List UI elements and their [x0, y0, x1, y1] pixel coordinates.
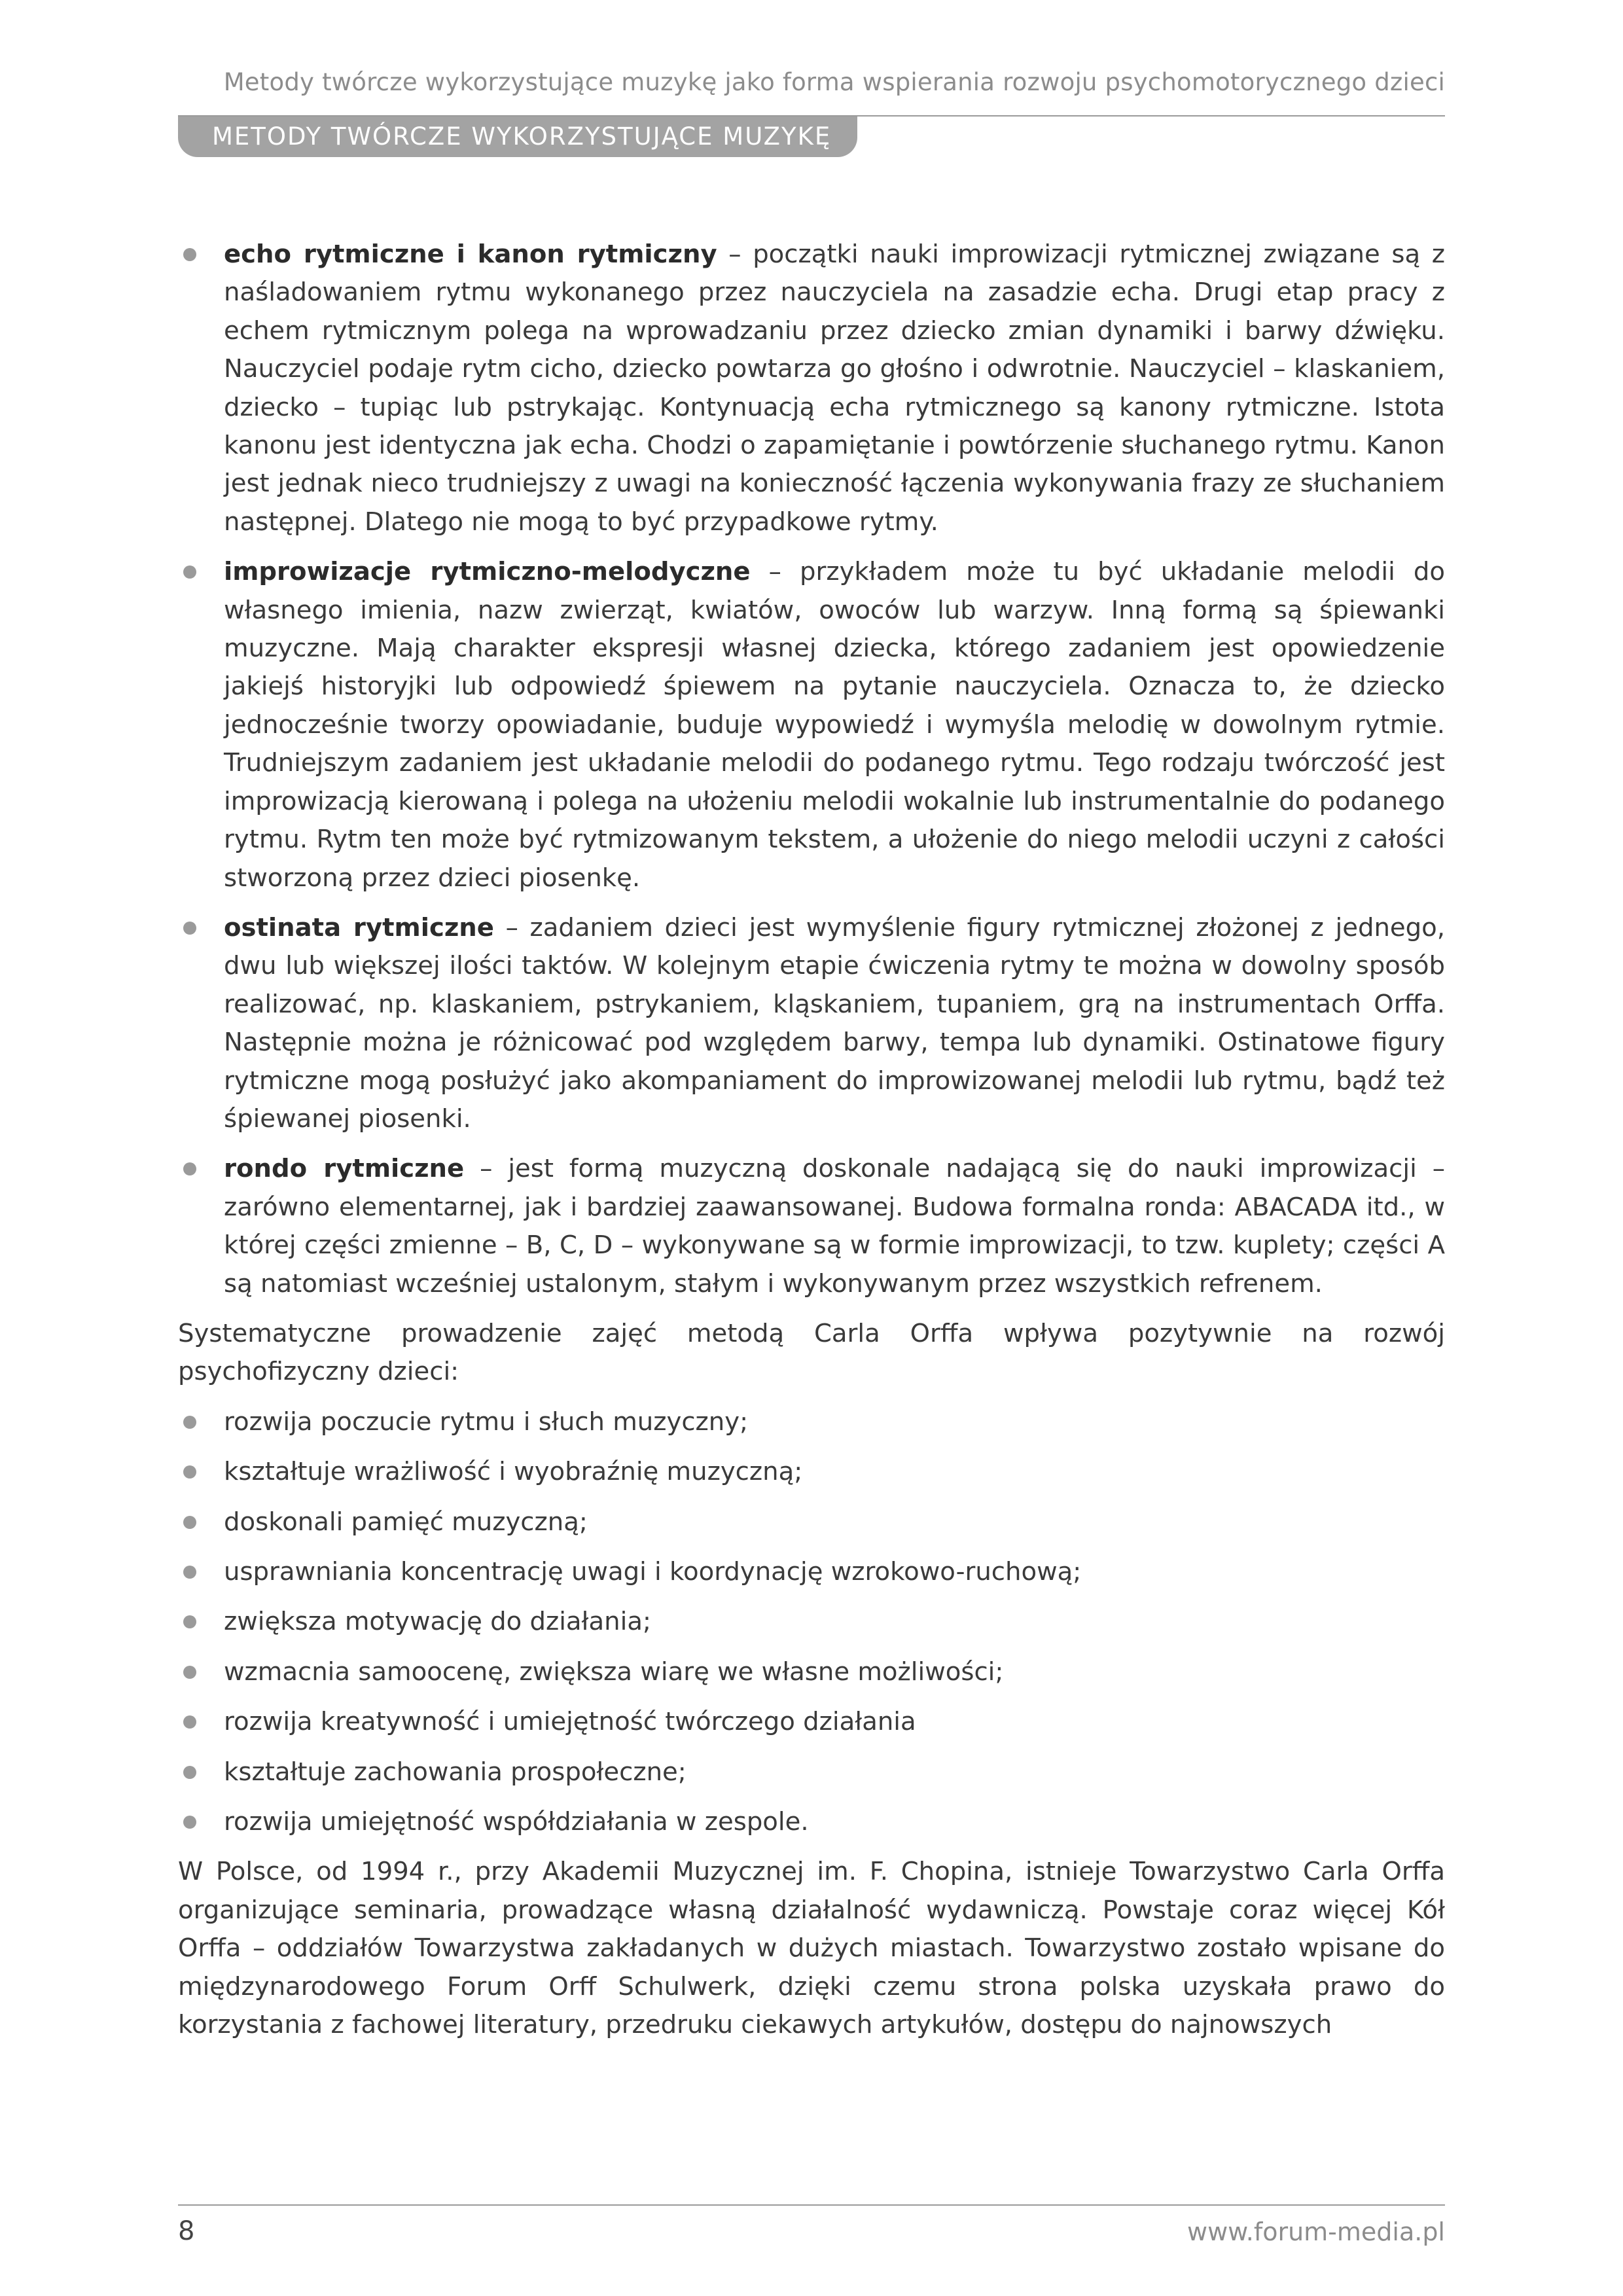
page-number: 8 [178, 2216, 195, 2246]
term-description: – zadaniem dzieci jest wymyślenie figury rytmicznej złożonej z jednego, dwu lub większej ilości taktów. W kolejnym etapie ćwiczenia rytmy te można w dowolny sposób realizować, np. klaskaniem, pstrykaniem, kląskaniem, tupaniem, grą na instrumentach Orffa. Następnie można je różnicować pod względem barwy, tempa lub dynamiki. Ostinatowe figury rytmiczne mogą posłużyć jako akompaniament do improwizowanej melodii lub rytmu, bądź też śpiewanej piosenki. [224, 912, 1445, 1134]
term-label: rondo rytmiczne [224, 1154, 465, 1184]
benefit-text: doskonali pamięć muzyczną; [224, 1507, 588, 1537]
benefits-list [178, 1403, 1445, 1842]
term-label: ostinata rytmiczne [224, 912, 494, 942]
bullet-icon [183, 1416, 196, 1429]
chapter-tab: METODY TWÓRCZE WYKORZYSTUJĄCE MUZYKĘ [178, 117, 857, 157]
term-label: improwizacje rytmiczno-melodyczne [224, 557, 751, 587]
term-label: echo rytmiczne i kanon rytmiczny [224, 240, 717, 269]
list-item [178, 1553, 1445, 1591]
benefit-text: kształtuje zachowania prospołeczne; [224, 1757, 687, 1787]
running-title: Metody twórcze wykorzystujące muzykę jako forma wspierania rozwoju psychomotorycznego dzieci [223, 68, 1445, 96]
bullet-icon [183, 1465, 196, 1479]
list-item [178, 909, 1445, 1138]
list-item [178, 1603, 1445, 1641]
footer-url: www.forum-media.pl [1186, 2217, 1445, 2246]
footer-divider [178, 2204, 1445, 2206]
bullet-icon [183, 1516, 196, 1529]
benefit-text: wzmacnia samoocenę, zwiększa wiarę we własne możliwości; [224, 1657, 1004, 1687]
benefit-text: rozwija kreatywność i umiejętność twórczego działania [224, 1707, 916, 1737]
bullet-icon [183, 248, 196, 261]
list-item [178, 1503, 1445, 1541]
term-description: – jest formą muzyczną doskonale nadającą się do nauki improwizacji – zarówno elementarnej, jak i bardziej zaawansowanej. Budowa formalna ronda: ABACADA itd., w której części zmienne – B, C, D – wykonywane są w formie improwizacji, to tzw. kuplety; części A są natomiast wcześniej ustalonym, stałym i wykonywanym przez wszystkich refrenem. [224, 1154, 1445, 1299]
bullet-icon [183, 1715, 196, 1729]
list-item [178, 1753, 1445, 1791]
bullet-icon [183, 1816, 196, 1829]
bullet-icon [183, 565, 196, 579]
list-item [178, 1403, 1445, 1441]
list-item [178, 553, 1445, 897]
bullet-icon [183, 922, 196, 935]
list-item [178, 1150, 1445, 1303]
terms-list [178, 236, 1445, 1303]
bullet-icon [183, 1766, 196, 1779]
list-item [178, 1703, 1445, 1741]
list-item [178, 1453, 1445, 1491]
term-description: – przykładem może tu być układanie melodii do własnego imienia, nazw zwierząt, kwiatów, owoców lub warzyw. Inną formą są śpiewanki muzyczne. Mają charakter ekspresji własnej dziecka, którego zadaniem jest opowiedzenie jakiejś historyjki lub odpowiedź śpiewem na pytanie nauczyciela. Oznacza to, że dziecko jednocześnie tworzy opowiadanie, buduje wypowiedź i wymyśla melodię w dowolnym rytmie. Trudniejszym zadaniem jest układanie melodii do podanego rytmu. Tego rodzaju twórczość jest improwizacją kierowaną i polega na ułożeniu melodii wokalnie lub instrumentalnie do podanego rytmu. Rytm ten może być rytmizowanym tekstem, a ułożenie do niego melodii uczyni z całości stworzoną przez dzieci piosenkę. [224, 557, 1445, 893]
closing-paragraph: W Polsce, od 1994 r., przy Akademii Muzycznej im. F. Chopina, istnieje Towarzystwo Carla Orffa organizujące seminaria, prowadzące własną działalność wydawniczą. Powstaje coraz więcej Kół Orffa – oddziałów Towarzystwa zakładanych w dużych miastach. Towarzystwo zostało wpisane do międzynarodowego Forum Orff Schulwerk, dzięki czemu strona polska uzyskała prawo do korzystania z fachowej literatury, przedruku ciekawych artykułów, dostępu do najnowszych [178, 1857, 1445, 2040]
page-content [178, 236, 1445, 2056]
bullet-icon [183, 1566, 196, 1579]
bullet-icon [183, 1615, 196, 1628]
intro-paragraph: Systematyczne prowadzenie zajęć metodą Carla Orffa wpływa pozytywnie na rozwój psychofizyczny dzieci: [178, 1318, 1445, 1387]
list-item [178, 1803, 1445, 1841]
bullet-icon [183, 1666, 196, 1679]
benefit-text: kształtuje wrażliwość i wyobraźnię muzyczną; [224, 1457, 803, 1487]
benefit-text: rozwija umiejętność współdziałania w zespole. [224, 1807, 809, 1837]
benefit-text: zwiększa motywację do działania; [224, 1607, 651, 1637]
term-description: – początki nauki improwizacji rytmicznej związane są z naśladowaniem rytmu wykonanego przez nauczyciela na zasadzie echa. Drugi etap pracy z echem rytmicznym polega na wprowadzaniu przez dziecko zmian dynamiki i barwy dźwięku. Nauczyciel podaje rytm cicho, dziecko powtarza go głośno i odwrotnie. Nauczyciel – klaskaniem, dziecko – tupiąc lub pstrykając. Kontynuacją echa rytmicznego są kanony rytmiczne. Istota kanonu jest identyczna jak echa. Chodzi o zapamiętanie i powtórzenie słuchanego rytmu. Kanon jest jednak nieco trudniejszy z uwagi na konieczność łączenia wykonywania frazy ze słuchaniem następnej. Dlatego nie mogą to być przypadkowe rytmy. [224, 240, 1445, 537]
bullet-icon [183, 1162, 196, 1175]
list-item [178, 236, 1445, 541]
benefit-text: rozwija poczucie rytmu i słuch muzyczny; [224, 1407, 749, 1437]
list-item [178, 1653, 1445, 1691]
benefit-text: usprawniania koncentrację uwagi i koordynację wzrokowo-ruchową; [224, 1557, 1082, 1587]
